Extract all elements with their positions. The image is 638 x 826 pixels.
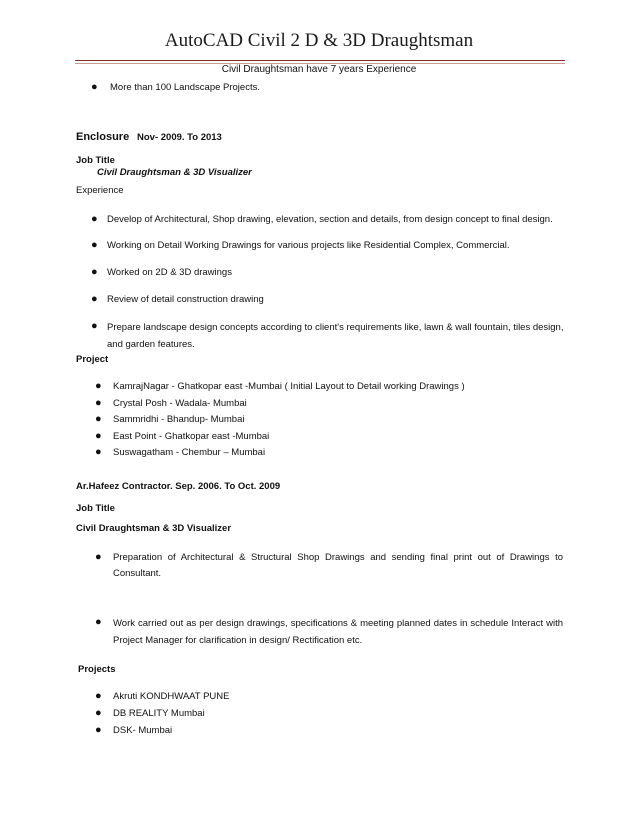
bullet-icon: ● [91,213,98,225]
project-item: KamrajNagar - Ghatkopar east -Mumbai ( Initial Layout to Detail working Drawings ) [113,381,465,392]
title-divider [75,60,565,61]
job1-dates: Nov- 2009. To 2013 [137,132,222,143]
job1-job-title: Civil Draughtsman & 3D Visualizer [97,167,252,178]
job2-heading: Ar.Hafeez Contractor. Sep. 2006. To Oct. 2009 [76,481,281,492]
project-item: East Point - Ghatkopar east -Mumbai [113,431,270,442]
bullet-icon: ● [95,397,102,409]
experience-item: Prepare landscape design concepts according to client's requirements like, lawn & wall fountain, tiles design, and garden features. [107,322,564,350]
bullet-icon: ● [95,690,102,702]
project-item: Sammridhi - Bhandup- Mumbai [113,414,245,425]
experience-item: Develop of Architectural, Shop drawing, elevation, section and details, from design concept to final design. [107,214,553,225]
job1-job-title-label: Job Title [76,155,115,166]
job1-project-label: Project [76,354,109,365]
bullet-icon: ● [95,446,102,458]
bullet-icon: ● [91,81,98,93]
experience-item: Working on Detail Working Drawings for various projects like Residential Complex, Commercial. [107,240,510,251]
bullet-icon: ● [91,266,98,278]
intro-bullet-text: More than 100 Landscape Projects. [110,82,260,93]
bullet-icon: ● [95,724,102,736]
bullet-icon: ● [95,380,102,392]
duty-item: Preparation of Architectural & Structural Shop Drawings and sending final print out of Drawings to Consultant. [113,552,563,579]
bullet-icon: ● [95,551,102,563]
experience-item: Worked on 2D & 3D drawings [107,267,232,278]
project-item: Crystal Posh - Wadala- Mumbai [113,398,247,409]
bullet-icon: ● [95,707,102,719]
project-item: Akruti KONDHWAAT PUNE [113,691,230,702]
bullet-icon: ● [91,293,98,305]
document-subtitle: Civil Draughtsman have 7 years Experience [221,64,417,75]
experience-item: Review of detail construction drawing [107,294,264,305]
document-title: AutoCAD Civil 2 D & 3D Draughtsman [164,30,474,51]
bullet-icon: ● [95,413,102,425]
job2-projects-label: Projects [78,664,116,675]
bullet-icon: ● [95,430,102,442]
project-item: DB REALITY Mumbai [113,708,205,719]
bullet-icon: ● [91,320,98,332]
project-item: Suswagatham - Chembur – Mumbai [113,447,266,458]
bullet-icon: ● [91,239,98,251]
job2-job-title-label: Job Title [76,503,115,514]
job1-experience-label: Experience [76,185,124,196]
job1-company: Enclosure [76,131,130,143]
bullet-icon: ● [95,616,102,628]
job2-job-title: Civil Draughtsman & 3D Visualizer [76,523,232,534]
duty-item: Work carried out as per design drawings, specifications & meeting planned dates in schedule Interact with Project Manager for clarification in design/ Rectification etc. [113,618,563,646]
project-item: DSK- Mumbai [113,725,173,736]
